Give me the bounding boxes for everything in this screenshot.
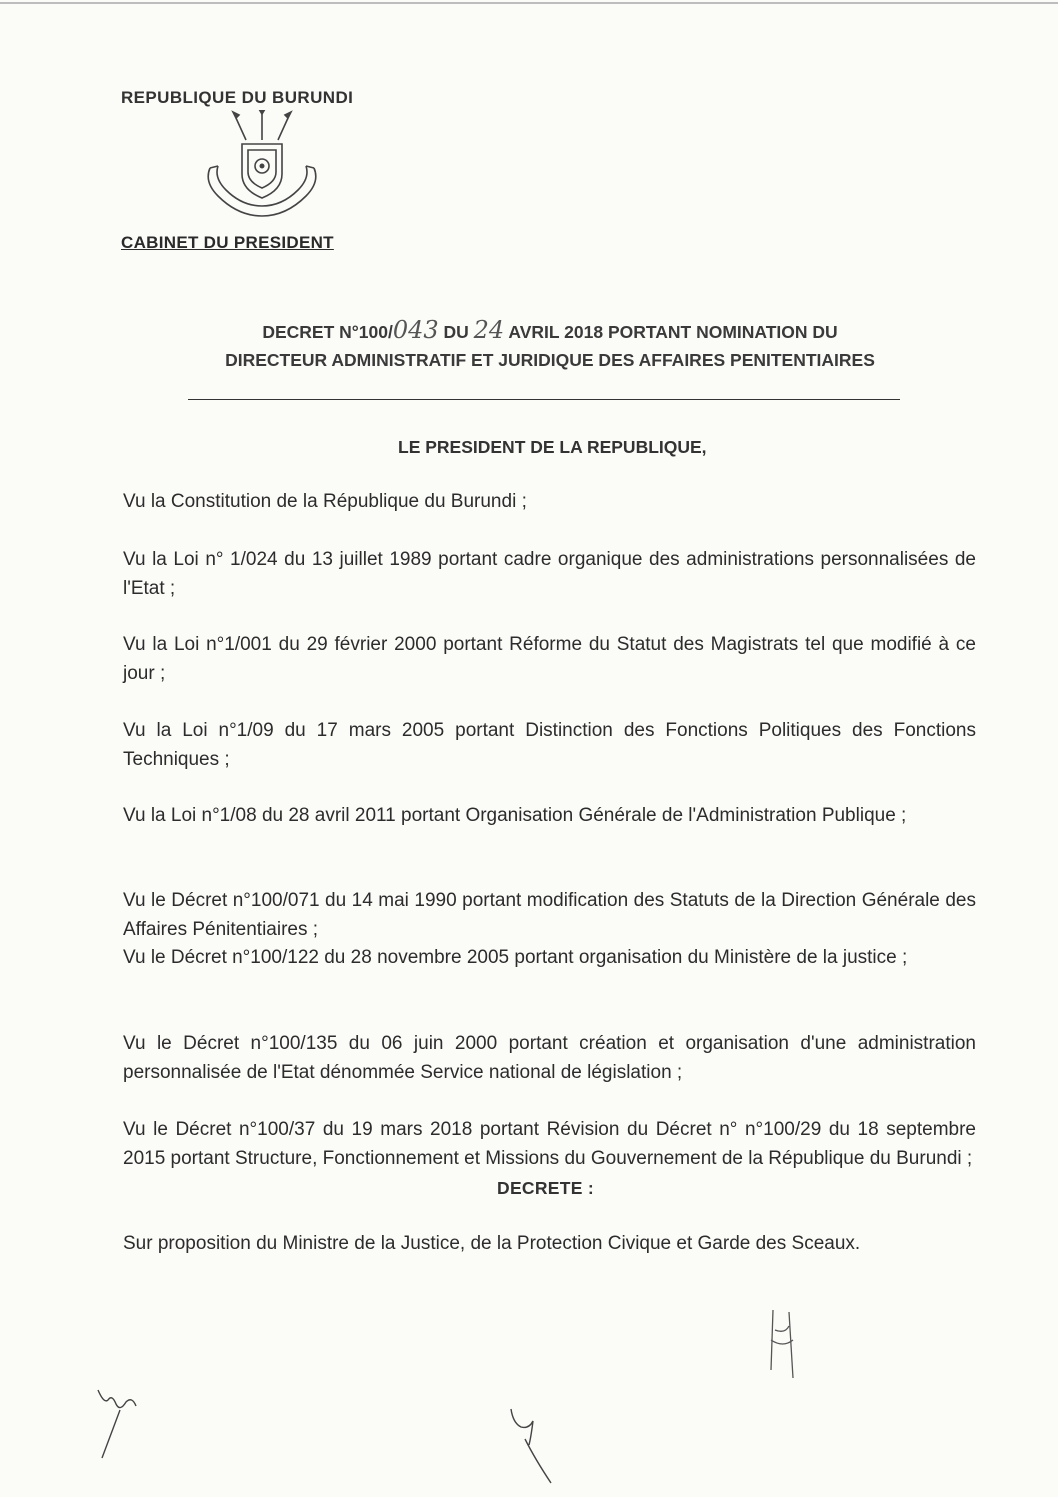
visa-loi-1-024: Vu la Loi n° 1/024 du 13 juillet 1989 portant cadre organique des administrations personnalisées de l'Etat ; (123, 549, 976, 599)
coat-of-arms-emblem (196, 110, 328, 222)
handwritten-initials-right (755, 1300, 815, 1390)
proposal-line: Sur proposition du Ministre de la Justice, de la Protection Civique et Garde des Sceaux. (123, 1233, 861, 1254)
decree-title-prefix: DECRET N°100/ (262, 322, 393, 342)
handwritten-day: 24 (473, 316, 505, 344)
title-divider (188, 399, 900, 400)
president-heading: LE PRESIDENT DE LA REPUBLIQUE, (398, 437, 707, 457)
scan-top-edge (0, 2, 1058, 4)
decree-title-line1-rest: AVRIL 2018 PORTANT NOMINATION DU (504, 322, 838, 342)
visa-decret-100-37: Vu le Décret n°100/37 du 19 mars 2018 portant Révision du Décret n° n°100/29 du 18 septembre 2015 portant Structure, Fonctionnement et Missions du Gouvernement de la République du Burundi ; (123, 1119, 976, 1169)
coat-of-arms-icon (196, 110, 328, 222)
decree-title (150, 316, 950, 374)
visa-constitution: Vu la Constitution de la République du Burundi ; (123, 491, 527, 512)
visa-loi-1-09: Vu la Loi n°1/09 du 17 mars 2005 portant Distinction des Fonctions Politiques des Fonctions Techniques ; (123, 720, 976, 770)
visa-loi-1-001: Vu la Loi n°1/001 du 29 février 2000 portant Réforme du Statut des Magistrats tel que modifié à ce jour ; (123, 634, 976, 684)
handwritten-initials-center (495, 1395, 575, 1495)
decree-title-line2: DIRECTEUR ADMINISTRATIF ET JURIDIQUE DES AFFAIRES PENITENTIAIRES (225, 350, 875, 370)
visa-decret-100-122: Vu le Décret n°100/122 du 28 novembre 2005 portant organisation du Ministère de la justice ; (123, 947, 908, 968)
handwritten-decree-number: 043 (392, 316, 439, 344)
decree-title-du: DU (438, 322, 474, 342)
visa-decret-100-135: Vu le Décret n°100/135 du 06 juin 2000 portant création et organisation d'une administration personnalisée de l'Etat dénommée Service national de législation ; (123, 1033, 976, 1083)
visa-decret-100-071: Vu le Décret n°100/071 du 14 mai 1990 portant modification des Statuts de la Direction Générale des Affaires Pénitentiaires ; (123, 890, 976, 940)
visa-loi-1-08: Vu la Loi n°1/08 du 28 avril 2011 portant Organisation Générale de l'Administration Publique ; (123, 805, 907, 826)
office-heading: CABINET DU PRESIDENT (121, 233, 334, 252)
handwritten-initials-left (80, 1370, 170, 1470)
decrete-heading: DECRETE : (497, 1178, 595, 1198)
country-heading: REPUBLIQUE DU BURUNDI (121, 88, 354, 107)
